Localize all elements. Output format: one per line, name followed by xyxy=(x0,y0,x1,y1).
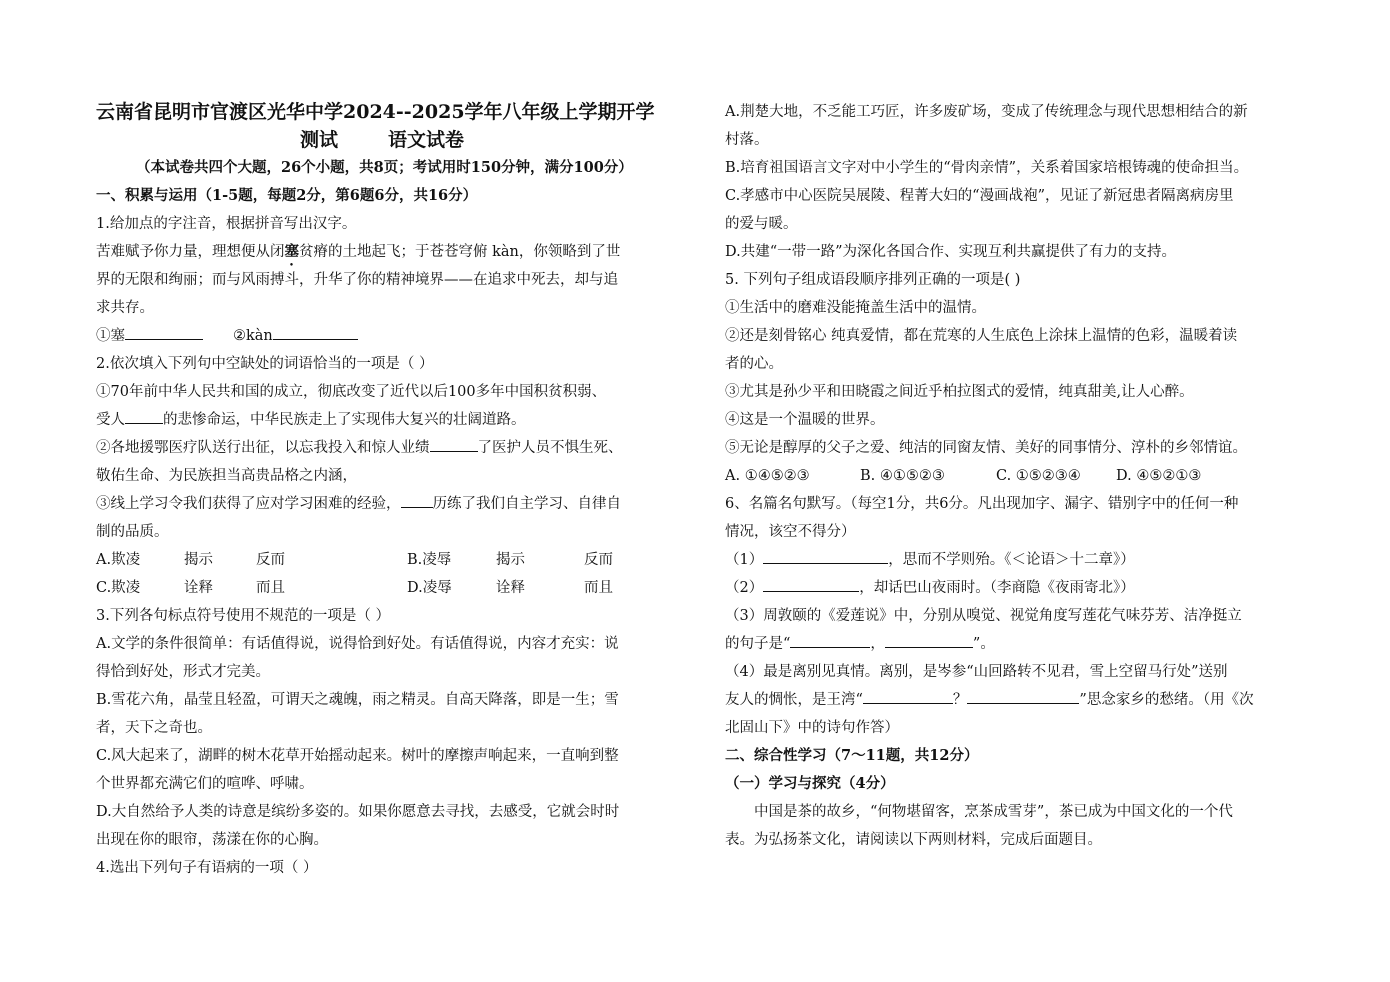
q6-item-3-line2 xyxy=(725,630,1297,658)
q4-option-b[interactable]: B.培育祖国语言文字对中小学生的“骨肉亲情”，关系着国家培根铸魂的使命担当。 xyxy=(725,160,1249,176)
left-column xyxy=(96,98,668,882)
q6-item-3-text-a: 的句子是“ xyxy=(725,636,791,652)
q2-sentence3-line2: 制的品质。 xyxy=(96,524,169,540)
q2-option-d-word3: 而且 xyxy=(584,580,613,596)
q5-option-c[interactable]: C. ①⑤②③④ xyxy=(996,468,1081,484)
q6-blank-4a[interactable] xyxy=(863,689,953,704)
q2-option-d-word2: 诠释 xyxy=(496,580,525,596)
section-2-passage-line1: 中国是茶的故乡，“何物堪留客，烹茶成雪芽”，茶已成为中国文化的一个代 xyxy=(754,804,1233,820)
question-5: 5. 下列句子组成语段顺序排列正确的一项是( ) xyxy=(725,272,1021,288)
q2-blank-1[interactable] xyxy=(125,409,163,424)
exam-note: （本试卷共四个大题，26个小题，共8页；考试用时150分钟，满分100分） xyxy=(136,159,633,176)
q6-item-1 xyxy=(725,546,1297,574)
q1-passage-text-a: 苦难赋予你力量，理想便从闭 xyxy=(96,244,285,260)
q6-blank-2[interactable] xyxy=(763,577,859,592)
q2-options-row1 xyxy=(96,546,668,574)
section-1-heading: 一、积累与运用（1-5题，每题2分，第6题6分，共16分） xyxy=(96,187,478,204)
exam-title-line2 xyxy=(96,126,668,154)
q5-sentence-5: ⑤无论是醇厚的父子之爱、纯洁的同窗友情、美好的同事情分、淳朴的乡邻情谊。 xyxy=(725,440,1247,456)
q2-option-a-word2: 揭示 xyxy=(184,552,213,568)
q3-option-a-line1[interactable]: A.文学的条件很简单：有话值得说，说得恰到好处。有话值得说，内容才充实：说 xyxy=(96,636,619,652)
q3-option-b-line1[interactable]: B.雪花六角，晶莹且轻盈，可谓天之魂魄，雨之精灵。自高天降落，即是一生；雪 xyxy=(96,692,619,708)
q5-sentence-2-line1: ②还是刻骨铭心 纯真爱情，都在荒寒的人生底色上涂抹上温情的色彩，温暖着读 xyxy=(725,328,1238,344)
question-6-line2: 情况，该空不得分） xyxy=(725,524,856,540)
q2-s1-text-a: 受人 xyxy=(96,412,125,428)
q2-s3-text-b: 历练了我们自主学习、自律自 xyxy=(432,496,621,512)
q5-option-a[interactable]: A. ①④⑤②③ xyxy=(725,468,810,484)
q2-option-a-word3: 反而 xyxy=(256,552,285,568)
q3-option-b-line2: 者，天下之奇也。 xyxy=(96,720,212,736)
q2-option-c-word3: 而且 xyxy=(256,580,285,596)
q6-item-4-line3: 北固山下》中的诗句作答） xyxy=(725,720,899,736)
q4-option-c-line1[interactable]: C.孝感市中心医院吴展陵、程菁大妇的“漫画战袍”，见证了新冠患者隔离病房里 xyxy=(725,188,1234,204)
question-1: 1.给加点的字注音，根据拼音写出汉字。 xyxy=(96,216,357,232)
q6-blank-3a[interactable] xyxy=(790,633,870,648)
q2-option-b[interactable]: B.凌辱 xyxy=(407,552,452,568)
q2-option-d[interactable]: D.凌辱 xyxy=(407,580,452,596)
q2-sentence3-line1 xyxy=(96,490,668,518)
question-4: 4.选出下列句子有语病的一项（ ） xyxy=(96,860,318,876)
q6-item-2-text: ，却话巴山夜雨时。（李商隐《夜雨寄北》） xyxy=(859,580,1135,596)
section-2-subheading: （一）学习与探究（4分） xyxy=(725,775,895,792)
q4-option-d[interactable]: D.共建“一带一路”为深化各国合作、实现互利共赢提供了有力的支持。 xyxy=(725,244,1177,260)
q5-sentence-2-line2: 者的心。 xyxy=(725,356,783,372)
title-paper: 语文试卷 xyxy=(388,129,465,151)
q4-option-a-line2: 村落。 xyxy=(725,132,769,148)
q5-options xyxy=(725,462,1297,490)
q6-item-4-text-a: 友人的惆怅，是王湾“ xyxy=(725,692,863,708)
q1-item-a: ①塞 xyxy=(96,328,125,344)
q2-blank-2[interactable] xyxy=(430,437,478,452)
title-test: 测试 xyxy=(299,129,338,151)
q1-passage-line1 xyxy=(96,238,668,266)
q2-s2-text-b: 了医护人员不惧生死、 xyxy=(477,440,623,456)
q6-blank-3b[interactable] xyxy=(885,633,973,648)
q6-item-3-comma: ， xyxy=(870,636,885,652)
q2-option-b-word2: 揭示 xyxy=(496,552,525,568)
q3-option-a-line2: 得恰到好处，形式才完美。 xyxy=(96,664,270,680)
q1-passage-line3: 求共存。 xyxy=(96,300,154,316)
q5-sentence-3: ③尤其是孙少平和田晓霞之间近乎柏拉图式的爱情，纯真甜美,让人心醉。 xyxy=(725,384,1194,400)
q6-item-2-num: （2） xyxy=(725,580,764,596)
q5-option-d[interactable]: D. ④⑤②①③ xyxy=(1116,468,1202,484)
section-2-heading: 二、综合性学习（7～11题，共12分） xyxy=(725,747,979,764)
q2-s2-text-a: ②各地援鄂医疗队送行出征，以忘我投入和惊人业绩 xyxy=(96,440,430,456)
q2-s1-text-b: 的悲惨命运，中华民族走上了实现伟大复兴的壮阔道路。 xyxy=(163,412,526,428)
question-6-line1: 6、名篇名句默写。（每空1分，共6分。凡出现加字、漏字、错别字中的任何一种 xyxy=(725,496,1239,512)
q2-option-c[interactable]: C.欺凌 xyxy=(96,580,141,596)
q2-option-b-word3: 反而 xyxy=(584,552,613,568)
q2-options-row2 xyxy=(96,574,668,602)
q1-dotted-char: 塞 xyxy=(284,243,299,260)
q1-passage-line2: 界的无限和绚丽；而与风雨搏斗，升华了你的精神境界——在追求中死去，却与追 xyxy=(96,272,618,288)
q2-blank-3[interactable] xyxy=(401,493,433,508)
exam-title-line1: 云南省昆明市官渡区光华中学2024--2025学年八年级上学期开学 xyxy=(96,101,655,123)
section-2-passage-line2: 表。为弘扬茶文化，请阅读以下两则材料，完成后面题目。 xyxy=(725,832,1102,848)
q2-option-a[interactable]: A.欺凌 xyxy=(96,552,141,568)
q6-item-4-question-mark: ？ xyxy=(952,692,968,708)
q6-item-2 xyxy=(725,574,1297,602)
q6-item-1-text: ，思而不学则殆。《＜论语＞十二章》） xyxy=(888,552,1135,568)
q2-sentence2-line1 xyxy=(96,434,668,462)
question-3: 3.下列各句标点符号使用不规范的一项是（ ） xyxy=(96,608,390,624)
q6-blank-4b[interactable] xyxy=(967,689,1079,704)
q6-item-1-num: （1） xyxy=(725,552,764,568)
q6-item-4-line2 xyxy=(725,686,1297,714)
q6-item-4-line1: （4）最是离别见真情。离别，是岑参“山回路转不见君，雪上空留马行处”送别 xyxy=(725,664,1228,680)
q1-passage-text-b: 贫瘠的土地起飞；于苍苍穹俯 kàn，你领略到了世 xyxy=(299,244,621,260)
q3-option-c-line2: 个世界都充满它们的喧哗、呼啸。 xyxy=(96,776,314,792)
q2-sentence1-line2 xyxy=(96,406,668,434)
q5-sentence-1: ①生活中的磨难没能掩盖生活中的温情。 xyxy=(725,300,986,316)
right-column xyxy=(725,98,1297,854)
question-2: 2.依次填入下列句中空缺处的词语恰当的一项是（ ） xyxy=(96,356,434,372)
q1-blank-a[interactable] xyxy=(125,325,203,340)
q6-item-4-text-c: ”思念家乡的愁绪。（用《次 xyxy=(1079,692,1254,708)
q2-s3-text-a: ③线上学习令我们获得了应对学习困难的经验， xyxy=(96,496,401,512)
q3-option-d-line1[interactable]: D.大自然给予人类的诗意是缤纷多姿的。如果你愿意去寻找，去感受，它就会时时 xyxy=(96,804,620,820)
q4-option-a-line1[interactable]: A.荆楚大地，不乏能工巧匠，许多废矿场，变成了传统理念与现代思想相结合的新 xyxy=(725,104,1248,120)
q5-option-b[interactable]: B. ④①⑤②③ xyxy=(860,468,945,484)
q1-blank-b[interactable] xyxy=(273,325,358,340)
q2-sentence2-line2: 敬佑生命、为民族担当高贵品格之内涵， xyxy=(96,468,357,484)
q6-item-3-line1: （3）周敦颐的《爱莲说》中，分别从嗅觉、视觉角度写莲花气味芬芳、洁净挺立 xyxy=(725,608,1242,624)
q3-option-c-line1[interactable]: C.风大起来了，湖畔的树木花草开始摇动起来。树叶的摩擦声响起来，一直响到整 xyxy=(96,748,619,764)
q6-blank-1[interactable] xyxy=(763,549,888,564)
q1-answer-line xyxy=(96,322,668,350)
q2-option-c-word2: 诠释 xyxy=(184,580,213,596)
q2-sentence1-line1: ①70年前中华人民共和国的成立，彻底改变了近代以后100多年中国积贫积弱、 xyxy=(96,384,607,400)
q5-sentence-4: ④这是一个温暖的世界。 xyxy=(725,412,885,428)
q4-option-c-line2: 的爱与暖。 xyxy=(725,216,798,232)
q3-option-d-line2: 出现在你的眼帘，荡漾在你的心胸。 xyxy=(96,832,328,848)
q1-item-b: ②kàn xyxy=(233,328,273,344)
q6-item-3-text-c: ”。 xyxy=(972,636,995,652)
